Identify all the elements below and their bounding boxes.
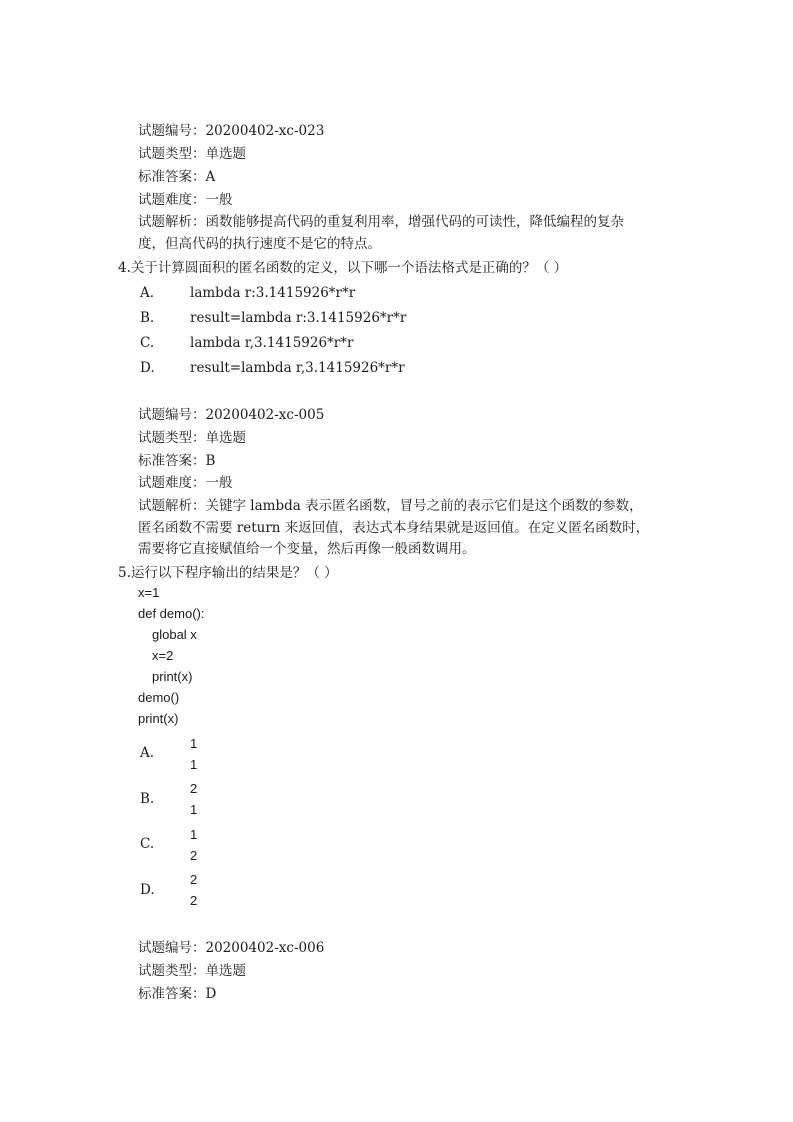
analysis-line: 试题解析：关键字 lambda 表示匿名函数，冒号之前的表示它们是这个函数的参数， — [138, 498, 643, 514]
question-type: 试题类型：单选题 — [138, 146, 246, 162]
question-type: 试题类型：单选题 — [138, 963, 246, 979]
code-line: print(x) — [152, 669, 193, 684]
code-line: global x — [152, 627, 197, 642]
option-text: lambda r:3.1415926*r*r — [190, 285, 356, 301]
option-label: A. — [140, 285, 155, 301]
option-text: result=lambda r,3.1415926*r*r — [190, 360, 405, 376]
option-label: B. — [140, 791, 155, 807]
question-id: 试题编号：20200402-xc-005 — [138, 407, 325, 423]
option-label: D. — [140, 360, 155, 376]
option-value: 1 — [190, 802, 198, 817]
option-value: 2 — [190, 872, 198, 887]
option-value: 1 — [190, 757, 198, 772]
question-type: 试题类型：单选题 — [138, 430, 246, 446]
standard-answer: 标准答案：A — [138, 169, 216, 185]
analysis-line: 度，但高代码的执行速度不是它的特点。 — [138, 236, 381, 252]
code-line: print(x) — [138, 711, 179, 726]
difficulty: 试题难度：一般 — [138, 475, 233, 491]
analysis-line: 试题解析：函数能够提高代码的重复利用率，增强代码的可读性，降低编程的复杂 — [138, 214, 624, 230]
option-label: C. — [140, 335, 155, 351]
question-stem: 4.关于计算圆面积的匿名函数的定义，以下哪一个语法格式是正确的？（ ） — [118, 260, 568, 276]
code-line: x=1 — [138, 585, 160, 600]
standard-answer: 标准答案：B — [138, 453, 216, 469]
question-id: 试题编号：20200402-xc-006 — [138, 940, 325, 956]
option-label: B. — [140, 310, 155, 326]
option-value: 1 — [190, 827, 198, 842]
standard-answer: 标准答案：D — [138, 986, 217, 1002]
option-label: C. — [140, 836, 155, 852]
question-id: 试题编号：20200402-xc-023 — [138, 123, 325, 139]
code-line: x=2 — [152, 648, 174, 663]
analysis-line: 需要将它直接赋值给一个变量，然后再像一般函数调用。 — [138, 541, 476, 557]
question-stem: 5.运行以下程序输出的结果是？（ ） — [118, 565, 338, 581]
option-text: lambda r,3.1415926*r*r — [190, 335, 354, 351]
option-value: 2 — [190, 848, 198, 863]
code-line: demo() — [138, 690, 180, 705]
difficulty: 试题难度：一般 — [138, 192, 233, 208]
code-line: def demo(): — [138, 606, 205, 621]
option-value: 2 — [190, 893, 198, 908]
analysis-line: 匿名函数不需要 return 来返回值，表达式本身结果就是返回值。在定义匿名函数时， — [138, 520, 650, 536]
option-value: 1 — [190, 736, 198, 751]
option-text: result=lambda r:3.1415926*r*r — [190, 310, 407, 326]
option-label: D. — [140, 882, 155, 898]
option-label: A. — [140, 745, 155, 761]
option-value: 2 — [190, 781, 198, 796]
